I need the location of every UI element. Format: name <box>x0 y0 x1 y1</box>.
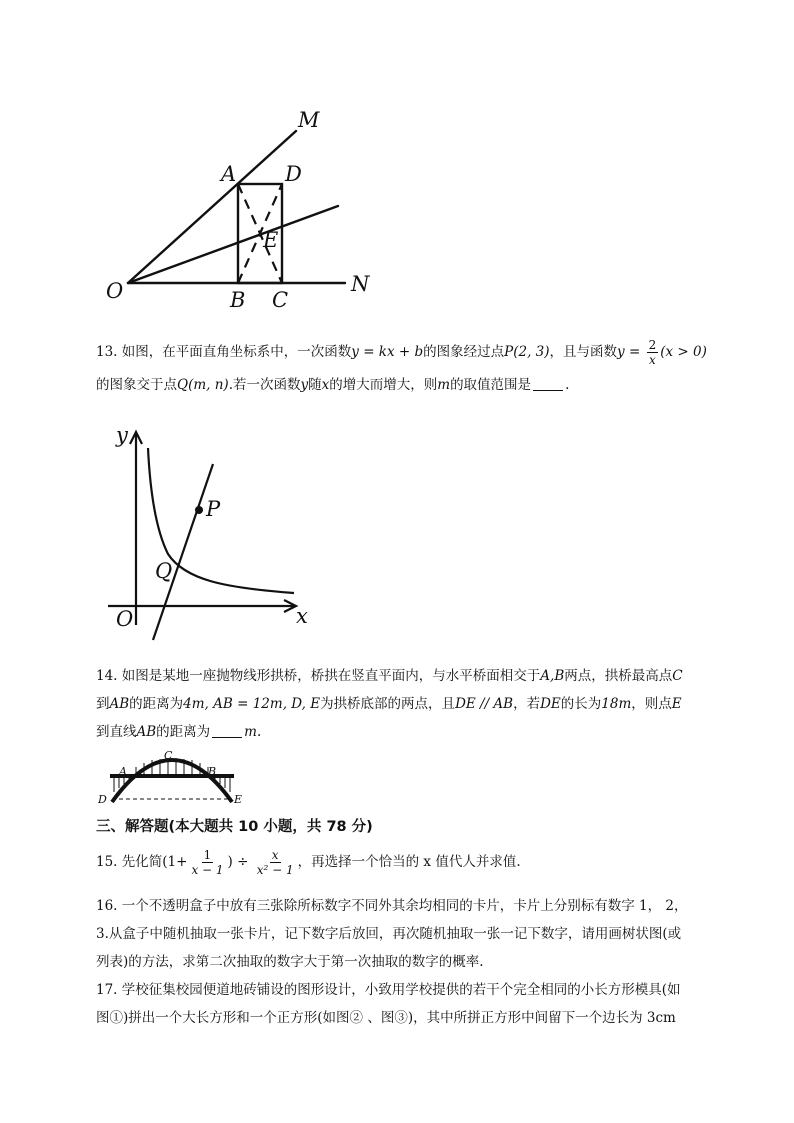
q14-number: 14. <box>96 668 118 684</box>
figure-angle-rectangle <box>0 0 794 320</box>
answer-blank-13[interactable] <box>533 376 563 391</box>
label-e: E <box>263 228 279 252</box>
label-x: x <box>296 604 308 628</box>
bridge-label-e: E <box>234 793 243 806</box>
ray-oe <box>128 206 338 283</box>
question-14: 14. 如图是某地一座抛物线形拱桥，桥拱在竖直平面内，与水平桥面相交于A,B两点，拱桥最高点C 到AB的距离为4m, AB = 12m, D, E为拱桥底部的两点，且DE // AB，若DE的长为18m，则点E 到直线AB的距离为 m. <box>96 668 683 740</box>
figure-arch-bridge <box>0 748 794 808</box>
label-origin: O <box>116 607 134 631</box>
linear-function-line <box>153 464 213 640</box>
label-n: N <box>351 272 370 296</box>
bridge-label-c: C <box>164 749 173 762</box>
question-13: 13. 如图，在平面直角坐标系中，一次函数y = kx + b的图象经过点P(2, 3)，且与函数y = $\frac{2}{x}$ (x > 0) 的图象交于点Q(m, n).若一次函数y随x的增大而增大，则m的取值范围是 . <box>96 338 707 393</box>
label-c: C <box>272 288 289 312</box>
question-16: 16. 一个不透明盒子中放有三张除所标数字不同外其余均相同的卡片，卡片上分别标有数字 1， 2， 3.从盒子中随机抽取一张卡片，记下数字后放回，再次随机抽取一张一记下数字，请用画树状图(或 列表)的方法，求第二次抽取的数字大于第一次抽取的数字的概率. <box>96 898 688 970</box>
fraction-x-over-x2-minus-1: $\frac{x}{\text{x² − 1}}$ <box>256 848 294 877</box>
label-q: Q <box>155 559 173 583</box>
fraction-2-over-x: $\frac{2}{x}$ <box>648 338 657 367</box>
bridge-label-a: A <box>119 765 127 778</box>
label-p: P <box>206 497 221 521</box>
label-b: B <box>230 288 246 312</box>
section-3-heading: 三、解答题(本大题共 10 小题，共 78 分) <box>96 819 373 835</box>
q13-number: 13. <box>96 344 118 360</box>
ray-om <box>128 131 296 283</box>
fraction-1-over-x-minus-1: $\frac{1}{x - 1}$ <box>191 848 224 877</box>
label-a: A <box>221 162 237 186</box>
label-y: y <box>116 423 128 447</box>
label-o: O <box>106 279 124 303</box>
question-15: 15. 先化简(1+ $\frac{1}{x - 1}$ ) ÷ $\frac{x}{\text{x² − 1}}$ ，再选择一个恰当的 x 值代人并求值. <box>96 848 521 877</box>
answer-blank-14[interactable] <box>212 723 242 738</box>
label-m: M <box>298 108 320 132</box>
point-p-dot <box>195 506 203 514</box>
bridge-label-b: B <box>208 765 217 778</box>
q15-number: 15. <box>96 854 118 870</box>
question-17: 17. 学校征集校园便道地砖铺设的图形设计，小致用学校提供的若干个完全相同的小长方形模具(如 图①)拼出一个大长方形和一个正方形(如图② 、图③)，其中所拼正方形中间留下一个边长为 3cm <box>96 982 681 1026</box>
label-d: D <box>285 162 302 186</box>
figure-coordinate-plane <box>0 420 794 640</box>
bridge-label-d: D <box>98 793 107 806</box>
